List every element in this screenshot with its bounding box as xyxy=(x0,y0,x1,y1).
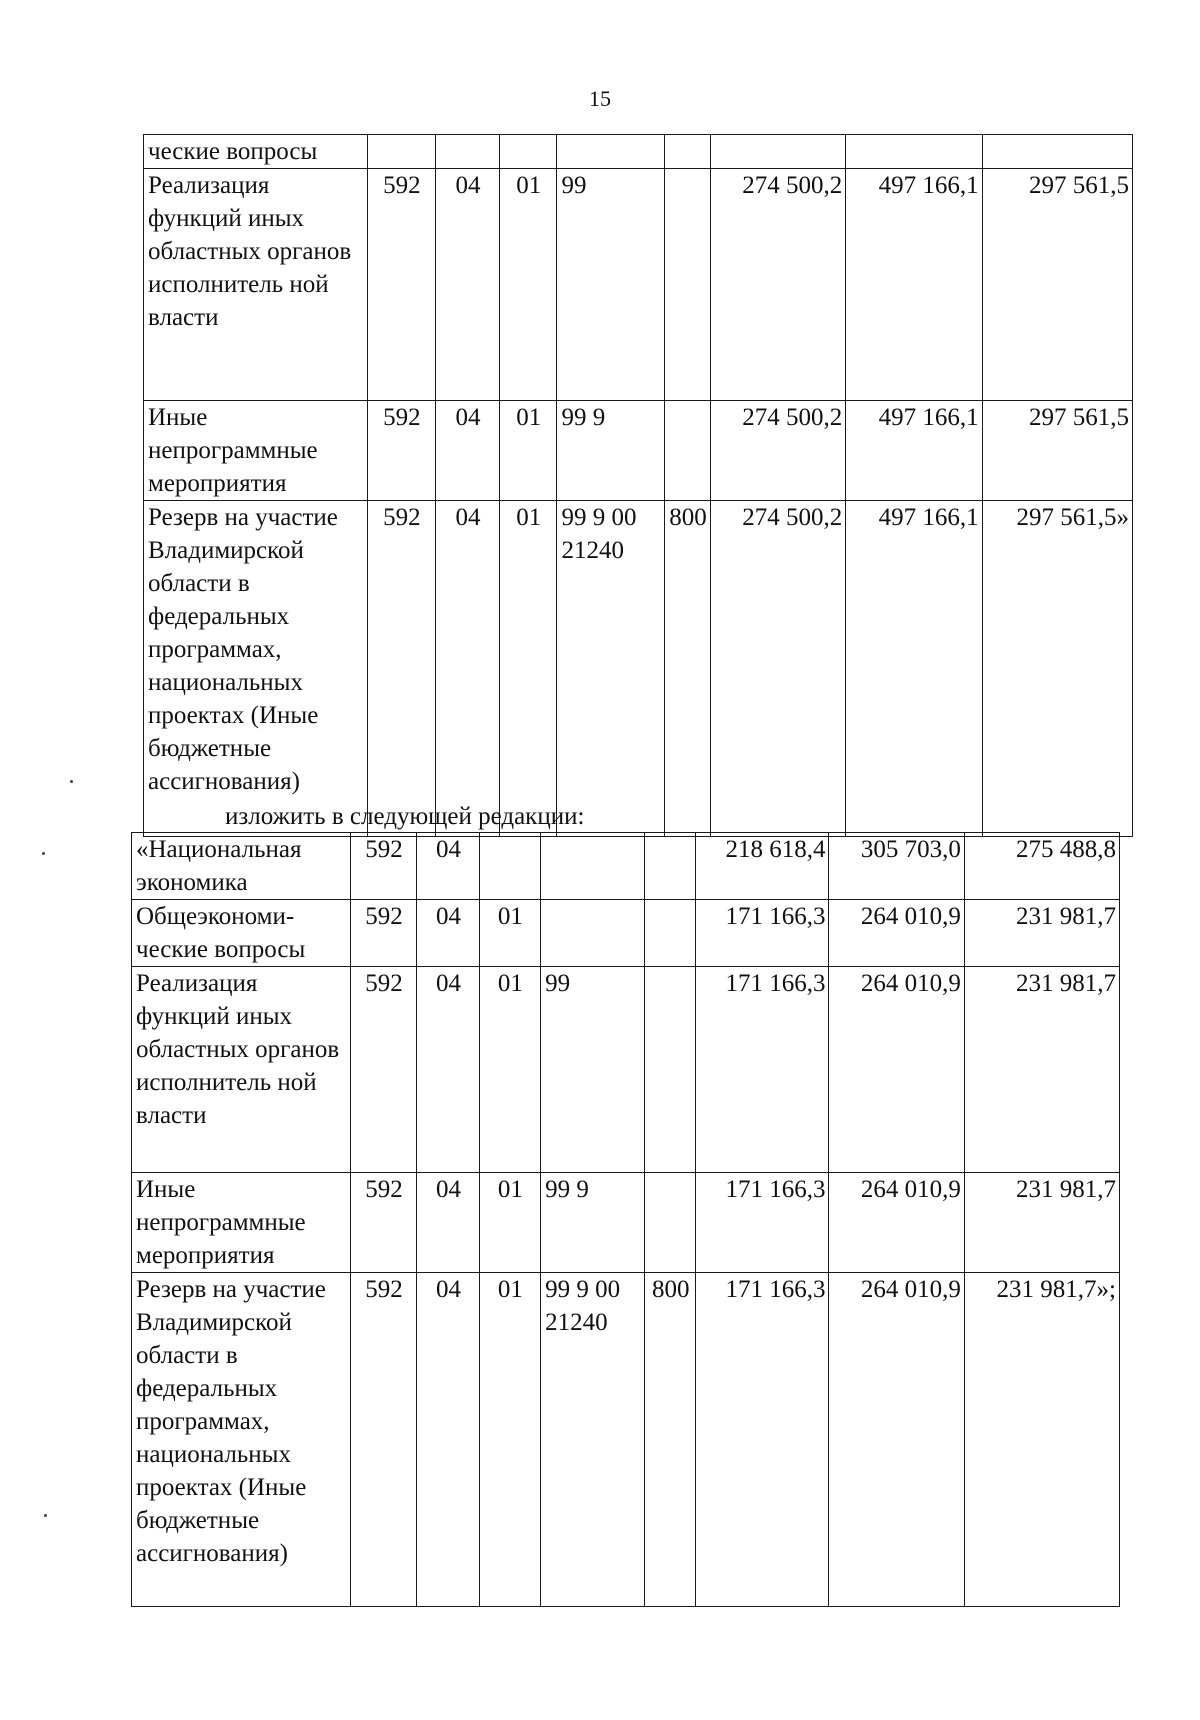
cell-pr: 01 xyxy=(499,501,557,837)
cell-amount-year3: 231 981,7 xyxy=(964,900,1119,967)
cell-amount-year2: 264 010,9 xyxy=(829,1173,964,1273)
cell-pr xyxy=(499,135,557,169)
cell-target-article xyxy=(541,900,645,967)
cell-expense-type xyxy=(645,967,696,1173)
cell-expense-type xyxy=(665,401,711,501)
page-number: 15 xyxy=(589,86,611,111)
budget-table-original xyxy=(143,134,1133,837)
cell-expense-type: 800 xyxy=(645,1273,696,1607)
cell-target-article: 99 9 00 21240 xyxy=(541,1273,645,1607)
cell-expense-type xyxy=(645,833,696,900)
cell-ved: 592 xyxy=(367,501,435,837)
cell-rz: 04 xyxy=(436,501,500,837)
budget-table-amended xyxy=(131,832,1120,1607)
cell-amount-year3: 297 561,5» xyxy=(982,501,1132,837)
table-row xyxy=(144,169,1133,401)
cell-pr: 01 xyxy=(479,1173,540,1273)
cell-rz: 04 xyxy=(417,967,479,1173)
cell-amount-year2: 497 166,1 xyxy=(846,501,982,837)
cell-expense-type xyxy=(665,135,711,169)
table-row xyxy=(132,1273,1120,1607)
cell-name: Реализация функций иных областных органов исполнитель ной власти xyxy=(132,967,351,1173)
cell-amount-year2: 264 010,9 xyxy=(829,900,964,967)
cell-ved: 592 xyxy=(367,401,435,501)
scan-dot xyxy=(70,780,73,783)
cell-amount-year3: 297 561,5 xyxy=(982,401,1132,501)
cell-amount-year2: 305 703,0 xyxy=(829,833,964,900)
cell-amount-year2: 264 010,9 xyxy=(829,967,964,1173)
cell-amount-year3: 297 561,5 xyxy=(982,169,1132,401)
cell-target-article: 99 9 xyxy=(541,1173,645,1273)
cell-amount-year1: 218 618,4 xyxy=(696,833,829,900)
cell-pr: 01 xyxy=(499,401,557,501)
cell-expense-type: 800 xyxy=(665,501,711,837)
scan-dot xyxy=(42,852,45,855)
cell-rz: 04 xyxy=(417,833,479,900)
cell-target-article: 99 xyxy=(541,967,645,1173)
cell-target-article: 99 9 xyxy=(557,401,665,501)
cell-amount-year3: 231 981,7 xyxy=(964,967,1119,1173)
cell-amount-year3: 275 488,8 xyxy=(964,833,1119,900)
table-row xyxy=(144,401,1133,501)
cell-amount-year1: 171 166,3 xyxy=(696,967,829,1173)
table-row xyxy=(144,135,1133,169)
table-row xyxy=(132,833,1120,900)
cell-amount-year3: 231 981,7 xyxy=(964,1173,1119,1273)
cell-ved: 592 xyxy=(350,967,417,1173)
cell-pr: 01 xyxy=(479,900,540,967)
cell-pr: 01 xyxy=(499,169,557,401)
cell-pr xyxy=(479,833,540,900)
cell-amount-year1: 171 166,3 xyxy=(696,1173,829,1273)
cell-name: Резерв на участие Владимирской области в федеральных программах, национальных проектах (Иные бюджетные ассигнования) xyxy=(132,1273,351,1607)
cell-amount-year2: 497 166,1 xyxy=(846,401,982,501)
cell-name: Реализация функций иных областных органов исполнитель ной власти xyxy=(144,169,368,401)
amendment-instruction: изложить в следующей редакции: xyxy=(225,803,585,830)
cell-amount-year3 xyxy=(982,135,1132,169)
cell-name: Резерв на участие Владимирской области в федеральных программах, национальных проектах (Иные бюджетные ассигнования) xyxy=(144,501,368,837)
cell-name: Иные непрограммные мероприятия xyxy=(144,401,368,501)
cell-amount-year1: 171 166,3 xyxy=(696,1273,829,1607)
cell-amount-year1 xyxy=(710,135,845,169)
cell-ved xyxy=(367,135,435,169)
cell-target-article: 99 xyxy=(557,169,665,401)
cell-name: «Национальная экономика xyxy=(132,833,351,900)
cell-amount-year1: 274 500,2 xyxy=(710,401,845,501)
cell-amount-year2 xyxy=(846,135,982,169)
cell-pr: 01 xyxy=(479,967,540,1173)
cell-ved: 592 xyxy=(367,169,435,401)
table-row xyxy=(132,967,1120,1173)
scan-noise xyxy=(490,8,740,38)
cell-amount-year2: 497 166,1 xyxy=(846,169,982,401)
table-row xyxy=(132,900,1120,967)
table-row xyxy=(132,1173,1120,1273)
cell-expense-type xyxy=(665,169,711,401)
cell-expense-type xyxy=(645,900,696,967)
cell-ved: 592 xyxy=(350,1173,417,1273)
cell-name: Иные непрограммные мероприятия xyxy=(132,1173,351,1273)
cell-amount-year1: 171 166,3 xyxy=(696,900,829,967)
cell-amount-year1: 274 500,2 xyxy=(710,501,845,837)
cell-rz: 04 xyxy=(417,1273,479,1607)
cell-rz: 04 xyxy=(417,1173,479,1273)
scan-dot xyxy=(44,1514,47,1517)
cell-ved: 592 xyxy=(350,1273,417,1607)
cell-rz: 04 xyxy=(436,169,500,401)
cell-ved: 592 xyxy=(350,833,417,900)
cell-name: ческие вопросы xyxy=(144,135,368,169)
cell-ved: 592 xyxy=(350,900,417,967)
cell-expense-type xyxy=(645,1173,696,1273)
cell-rz: 04 xyxy=(417,900,479,967)
cell-target-article xyxy=(557,135,665,169)
cell-amount-year2: 264 010,9 xyxy=(829,1273,964,1607)
cell-target-article: 99 9 00 21240 xyxy=(557,501,665,837)
cell-target-article xyxy=(541,833,645,900)
table-row xyxy=(144,501,1133,837)
cell-rz xyxy=(436,135,500,169)
cell-name: Общеэкономи- ческие вопросы xyxy=(132,900,351,967)
cell-pr: 01 xyxy=(479,1273,540,1607)
cell-amount-year3: 231 981,7»; xyxy=(964,1273,1119,1607)
cell-rz: 04 xyxy=(436,401,500,501)
cell-amount-year1: 274 500,2 xyxy=(710,169,845,401)
